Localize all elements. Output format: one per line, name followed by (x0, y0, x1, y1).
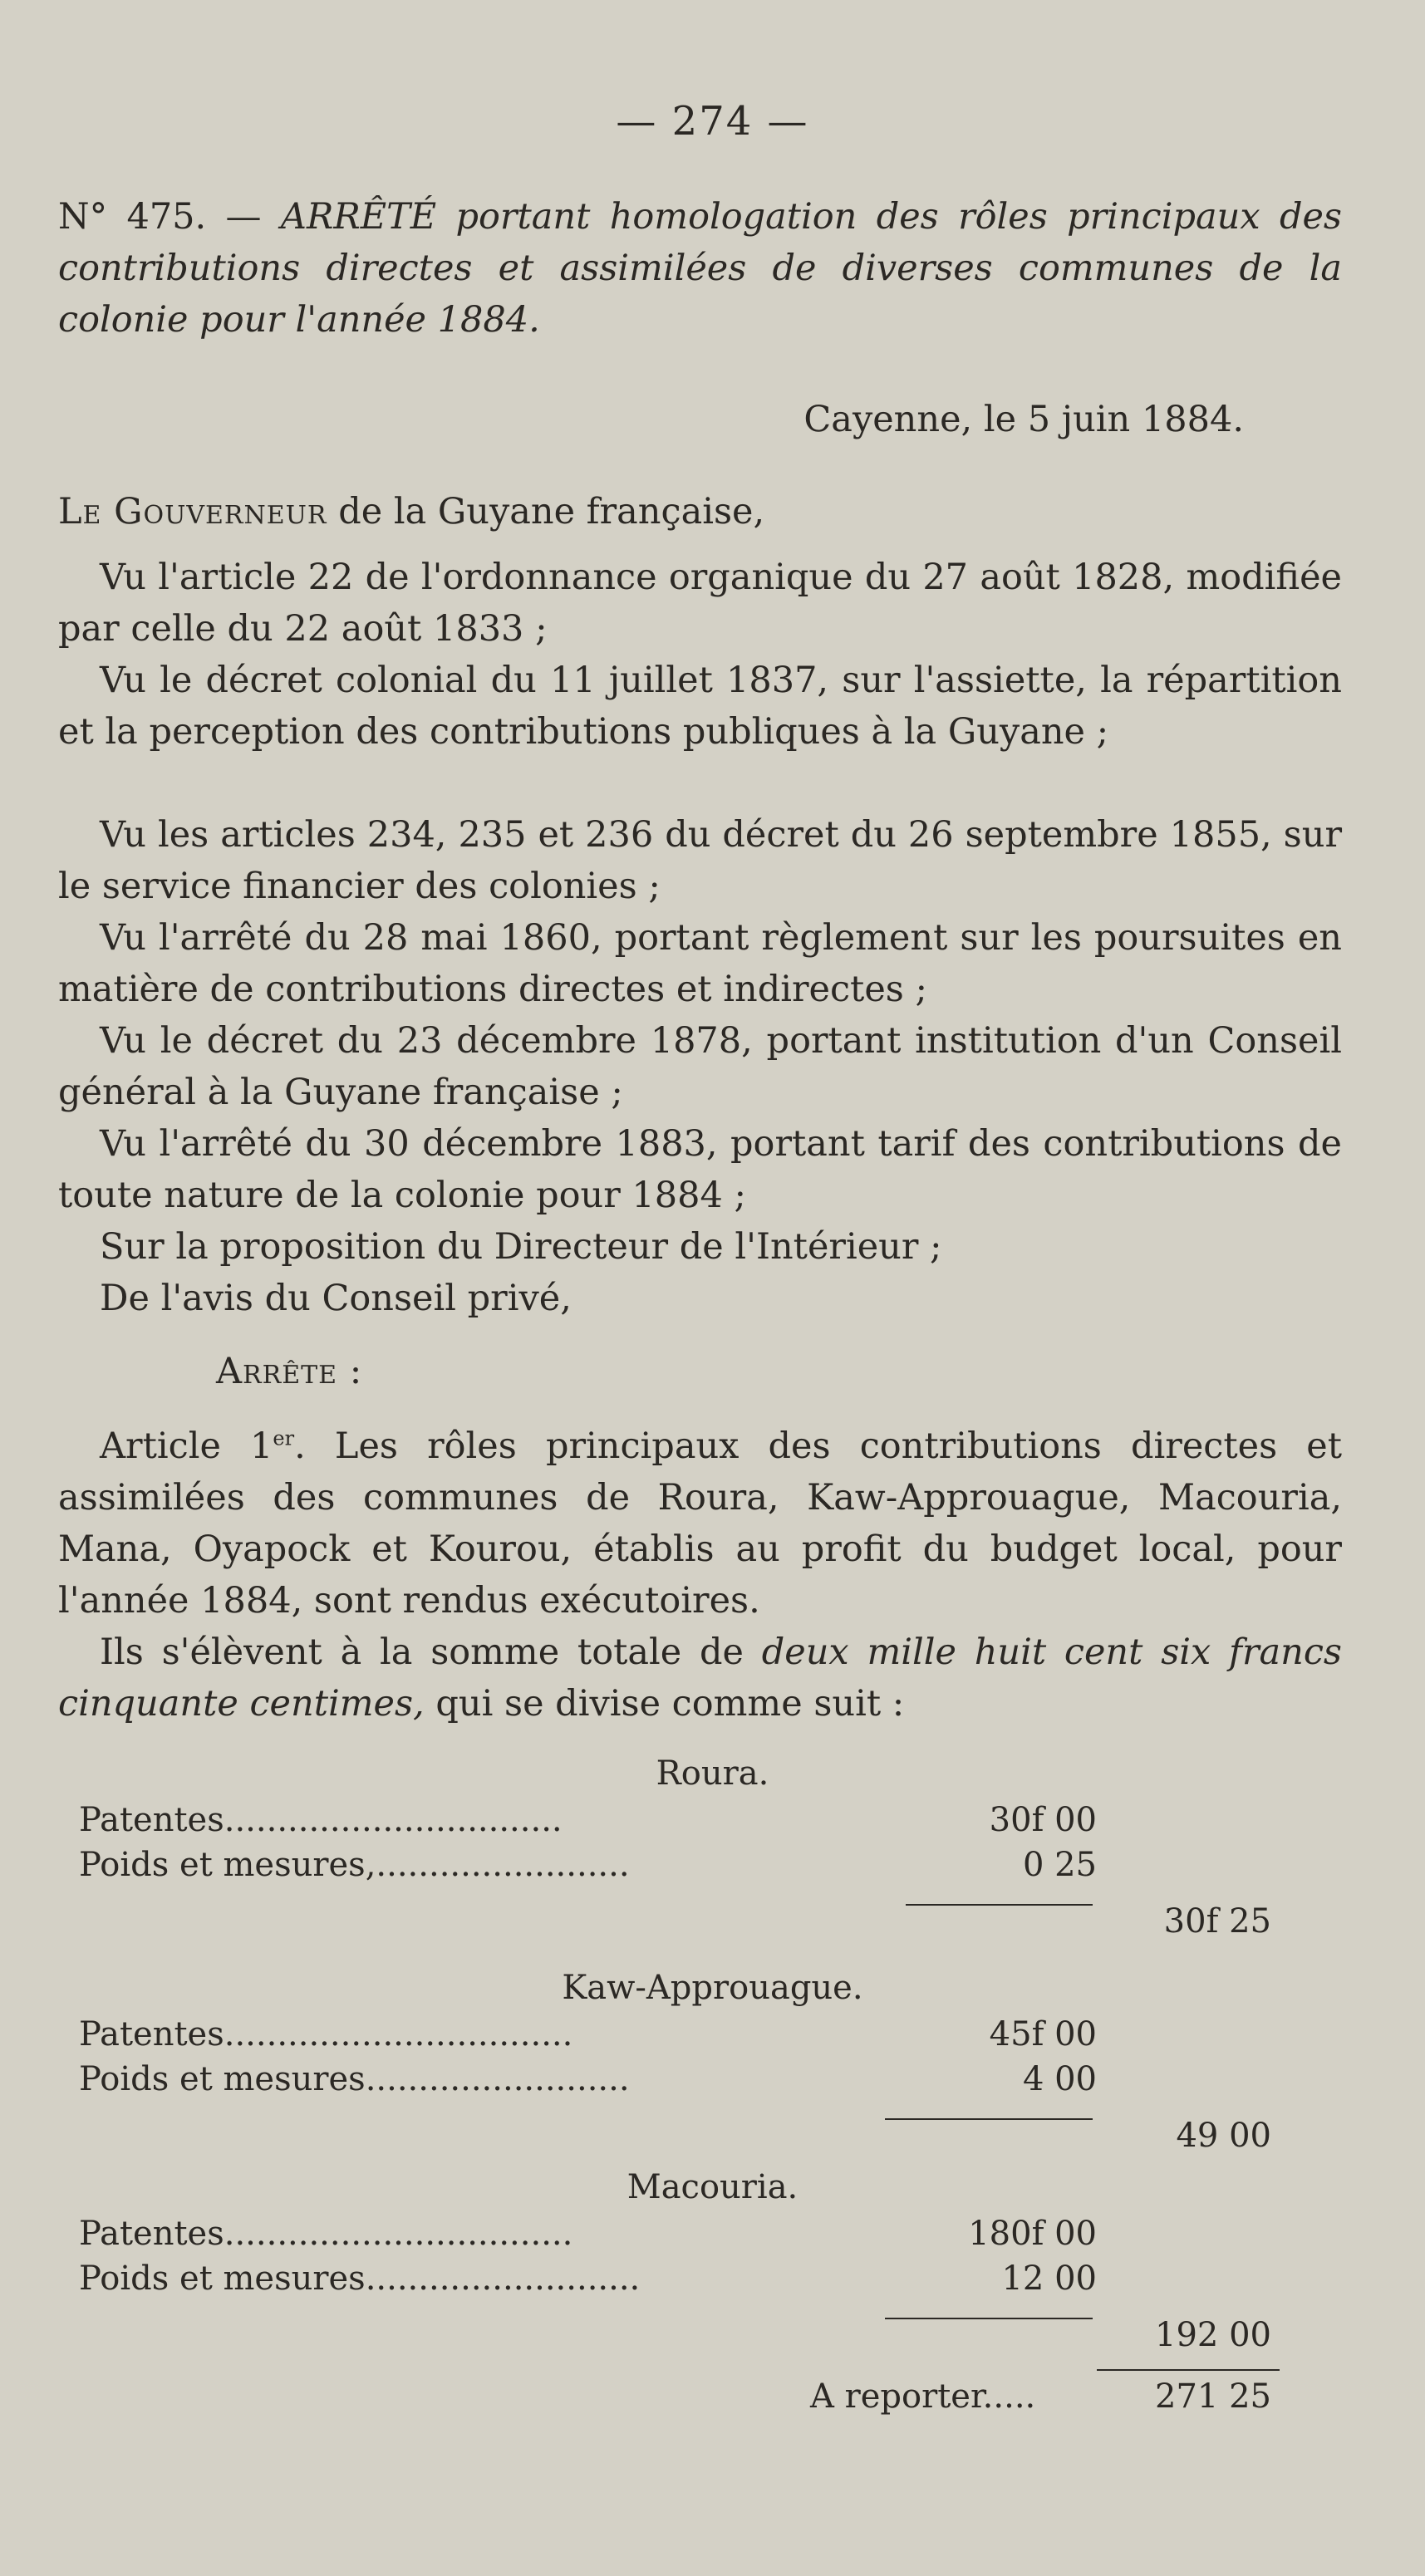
roura-poids-label: Poids et mesures,........................ (79, 1846, 630, 1884)
governor-line (58, 486, 1342, 537)
kaw-total: 49 00 (1176, 2117, 1271, 2155)
vu-paragraph-1: Vu l'article 22 de l'ordonnance organique du 27 août 1828, modifiée par celle du 22 août 1833 ; (58, 557, 1342, 650)
carry-forward-amount: 271 25 (1155, 2377, 1271, 2416)
vu-paragraph-3: Vu les articles 234, 235 et 236 du décret du 26 septembre 1855, sur le service financier des colonies ; (58, 814, 1342, 907)
commune-name-kaw-approuague: Kaw-Approuague. (562, 1969, 863, 2007)
vu-paragraph-6: Vu l'arrêté du 30 décembre 1883, portant tarif des contributions de toute nature de la colonie pour 1884 ; (58, 1123, 1342, 1216)
carry-forward-label: A reporter..... (810, 2377, 1036, 2416)
article-1 (58, 1420, 1342, 1627)
macouria-patentes-label: Patentes................................. (79, 2215, 573, 2253)
kaw-patentes-amount: 45f 00 (989, 2015, 1097, 2053)
commune-name-roura: Roura. (656, 1754, 769, 1793)
total-after: qui se divise comme suit : (424, 1683, 905, 1725)
kaw-poids-amount: 4 00 (1022, 2060, 1097, 2098)
vu-paragraph-5: Vu le décret du 23 décembre 1878, portant institution d'un Conseil général à la Guyane française ; (58, 1020, 1342, 1113)
governor-title: Le Gouverneur (58, 491, 327, 532)
roura-subtotal-rule (906, 1904, 1093, 1906)
total-italic: deux mille huit cent six francs cinquante centimes, (58, 1631, 1342, 1725)
article-1-text: . Les rôles principaux des contributions directes et assimilées des communes de Roura, Kaw-Approuague, Macouria, Mana, Oyapock et Kourou, établis au profit du budget local, pour l'année 1884, sont rendus exécutoires. (58, 1425, 1342, 1622)
article-1-prefix: Article 1 (100, 1425, 273, 1467)
macouria-patentes-amount: 180f 00 (968, 2215, 1097, 2253)
kaw-poids-label: Poids et mesures......................... (79, 2060, 630, 2098)
page-number: — 274 — (616, 98, 809, 145)
governor-rest: de la Guyane française, (327, 491, 765, 532)
macouria-total: 192 00 (1155, 2316, 1271, 2354)
kaw-subtotal-rule (885, 2118, 1093, 2120)
avis-line: De l'avis du Conseil privé, (100, 1278, 572, 1319)
roura-total: 30f 25 (1163, 1902, 1271, 1941)
macouria-subtotal-rule (885, 2318, 1093, 2319)
roura-patentes-label: Patentes................................ (79, 1801, 563, 1839)
arrete-heading: Arrête : (216, 1351, 363, 1392)
vu-paragraph-4: Vu l'arrêté du 28 mai 1860, portant règlement sur les poursuites en matière de contributions directes et indirectes ; (58, 917, 1342, 1010)
article-1-sup: er (273, 1426, 295, 1450)
decree-title (58, 191, 1342, 346)
roura-poids-amount: 0 25 (1022, 1846, 1097, 1884)
carry-forward-rule (1097, 2369, 1280, 2371)
macouria-poids-label: Poids et mesures.......................... (79, 2260, 641, 2298)
macouria-poids-amount: 12 00 (1001, 2260, 1097, 2298)
roura-patentes-amount: 30f 00 (989, 1801, 1097, 1839)
decree-title-text: ARRÊTÉ portant homologation des rôles principaux des contributions directes et assimilées de diverses communes de la colonie pour l'année 1884. (58, 196, 1342, 341)
kaw-patentes-label: Patentes................................. (79, 2015, 573, 2053)
proposition-line: Sur la proposition du Directeur de l'Intérieur ; (100, 1226, 942, 1268)
total-sentence (58, 1627, 1342, 1730)
vu-paragraph-2: Vu le décret colonial du 11 juillet 1837, sur l'assiette, la répartition et la perception des contributions publiques à la Guyane ; (58, 660, 1342, 753)
decree-number: N° 475. — (58, 196, 262, 238)
total-before: Ils s'élèvent à la somme totale de (100, 1631, 762, 1673)
place-date: Cayenne, le 5 juin 1884. (803, 399, 1244, 440)
commune-name-macouria: Macouria. (627, 2168, 798, 2206)
